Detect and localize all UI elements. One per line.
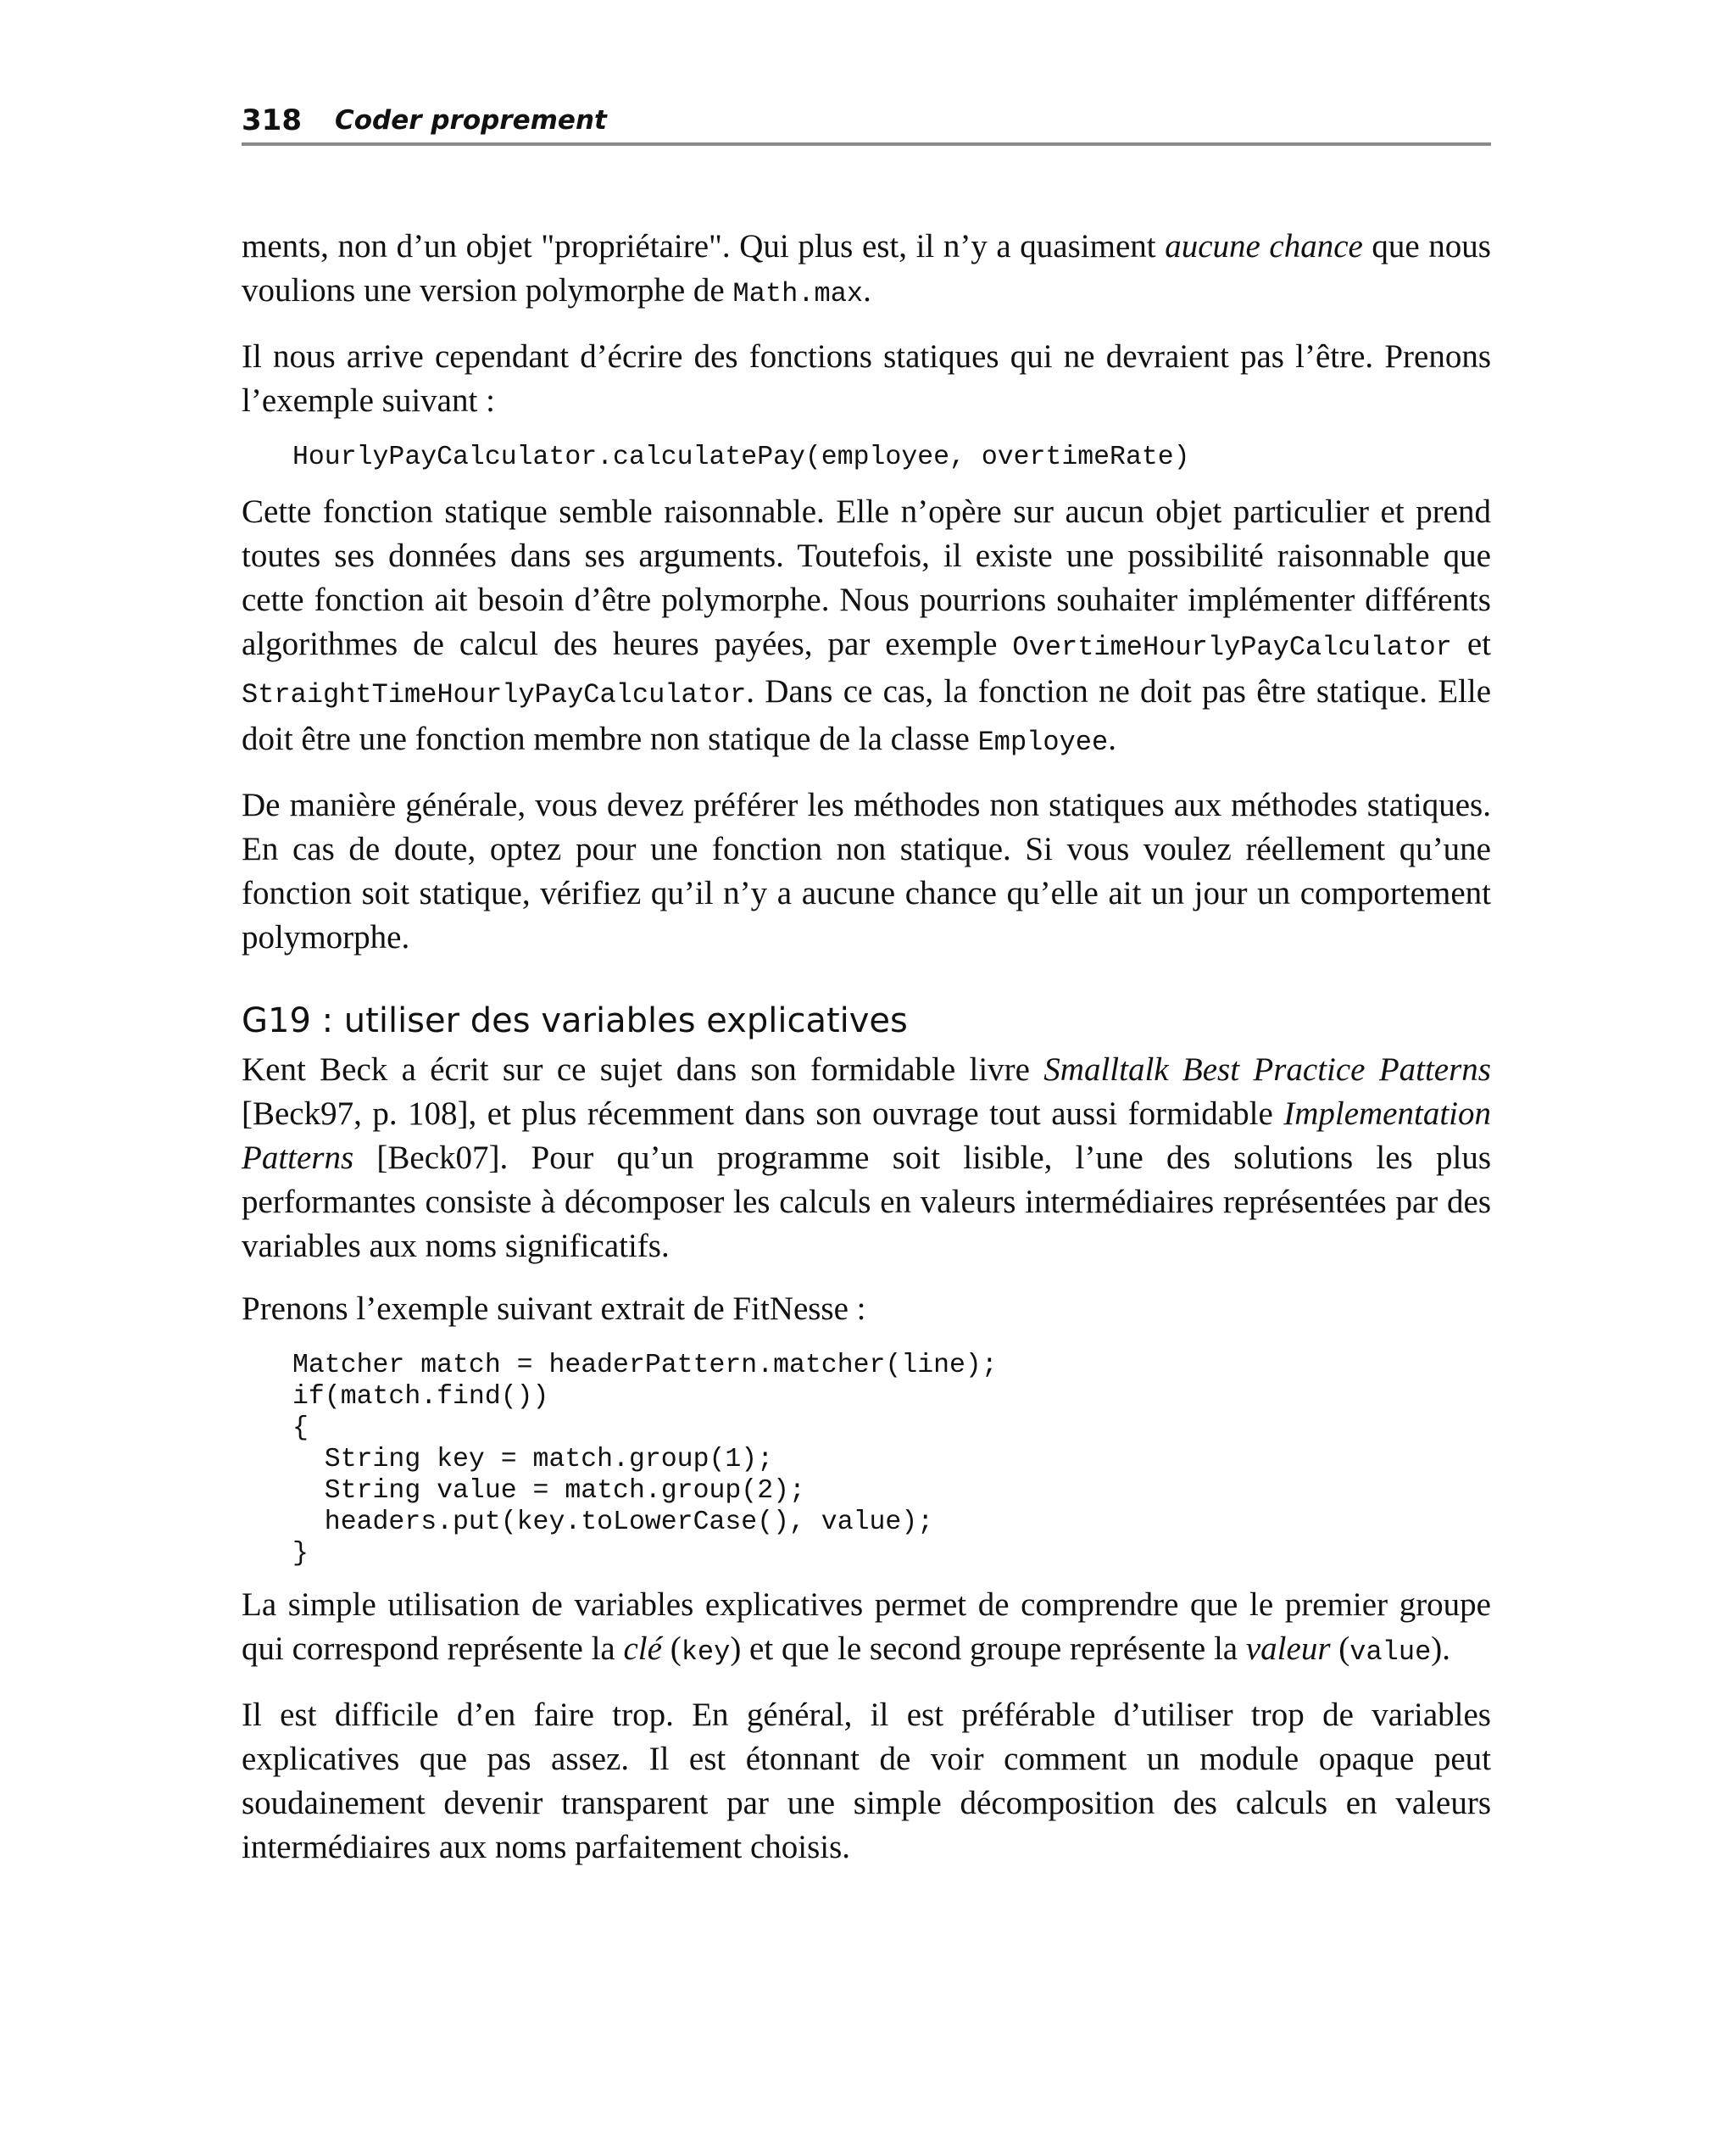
page-body — [242, 225, 1491, 1888]
text-run: . — [863, 272, 871, 309]
text-run: Cette fonction statique semble raisonnable. Elle n’opère sur aucun objet particulier et prend toutes ses données dans ses arguments. Toutefois, il existe une possibilité raisonnable que cette fonction ait besoin d’être polymorphe. Nous pourrions souhaiter implémenter différents algorithmes de calcul des heures payées, par exemple — [242, 493, 1491, 662]
inline-code: key — [681, 1636, 731, 1668]
code-block-2: Matcher match = headerPattern.matcher(line); if(match.find()) { String key = match.group(1); String value = match.group(2); headers.put(key.toLowerCase(), value); } — [292, 1351, 998, 1569]
inline-code: OvertimeHourlyPayCalculator — [1012, 632, 1452, 663]
text-run: que nous voulions une version polymorphe de — [242, 228, 1491, 309]
text-run: . — [1108, 721, 1116, 757]
text-run: [Beck07]. Pour qu’un programme soit lisible, l’une des solutions les plus performantes consiste à décomposer les calculs en valeurs intermédiaires représentées par des variables aux noms significatifs. — [242, 1140, 1491, 1264]
text-run: Kent Beck a écrit sur ce sujet dans son formidable livre — [242, 1051, 1044, 1088]
text-run: . Dans ce cas, la fonction ne doit pas être statique. Elle doit être une fonction membre non statique de la classe — [242, 673, 1491, 757]
inline-code: StraightTimeHourlyPayCalculator — [242, 679, 747, 711]
running-header — [242, 100, 1491, 146]
inline-code: Employee — [977, 727, 1109, 758]
paragraph-7 — [242, 1583, 1491, 1675]
text-run: ments, non d’un objet "propriétaire". Qui plus est, il n’y a quasiment — [242, 228, 1166, 265]
emphasis: valeur — [1245, 1630, 1331, 1667]
book-title: Coder proprement — [335, 105, 607, 136]
text-run: ( — [1330, 1630, 1350, 1667]
paragraph-1 — [242, 225, 1491, 316]
emphasis: Implementation Patterns — [242, 1095, 1491, 1176]
paragraph-5 — [242, 1048, 1491, 1268]
paragraph-8: Il est difficile d’en faire trop. En général, il est préférable d’utiliser trop de variables explicatives que pas assez. Il est étonnant de voir comment un module opaque peut soudainement devenir transparent par une simple décomposition des calculs en valeurs intermédiaires aux noms parfaitement choisis. — [242, 1697, 1491, 1865]
text-run: ( — [661, 1630, 682, 1667]
paragraph-3 — [242, 490, 1491, 765]
code-block-1: HourlyPayCalculator.calculatePay(employee, overtimeRate) — [292, 443, 1190, 472]
text-run: et — [1451, 626, 1491, 662]
text-run: La simple utilisation de variables explicatives permet de comprendre que le premier groupe qui correspond représente la — [242, 1586, 1491, 1667]
emphasis: Smalltalk Best Practice Patterns — [1043, 1051, 1491, 1088]
paragraph-2: Il nous arrive cependant d’écrire des fonctions statiques qui ne devraient pas l’être. Prenons l’exemple suivant : — [242, 338, 1491, 419]
text-run: ). — [1431, 1630, 1451, 1667]
text-run: [Beck97, p. 108], et plus récemment dans son ouvrage tout aussi formidable — [242, 1095, 1284, 1132]
emphasis: aucune chance — [1165, 228, 1363, 265]
paragraph-4: De manière générale, vous devez préférer les méthodes non statiques aux méthodes statiques. En cas de doute, optez pour une fonction non statique. Si vous voulez réellement qu’une fonction soit statique, vérifiez qu’il n’y a aucune chance qu’elle ait un jour un comportement polymorphe. — [242, 787, 1491, 956]
emphasis: clé — [623, 1630, 662, 1667]
paragraph-6: Prenons l’exemple suivant extrait de FitNesse : — [242, 1290, 866, 1327]
text-run: ) et que le second groupe représente la — [730, 1630, 1246, 1667]
inline-code: value — [1349, 1636, 1432, 1668]
page-number: 318 — [242, 103, 302, 137]
inline-code: Math.max — [732, 278, 864, 309]
section-heading: G19 : utiliser des variables explicatives — [242, 1001, 908, 1040]
